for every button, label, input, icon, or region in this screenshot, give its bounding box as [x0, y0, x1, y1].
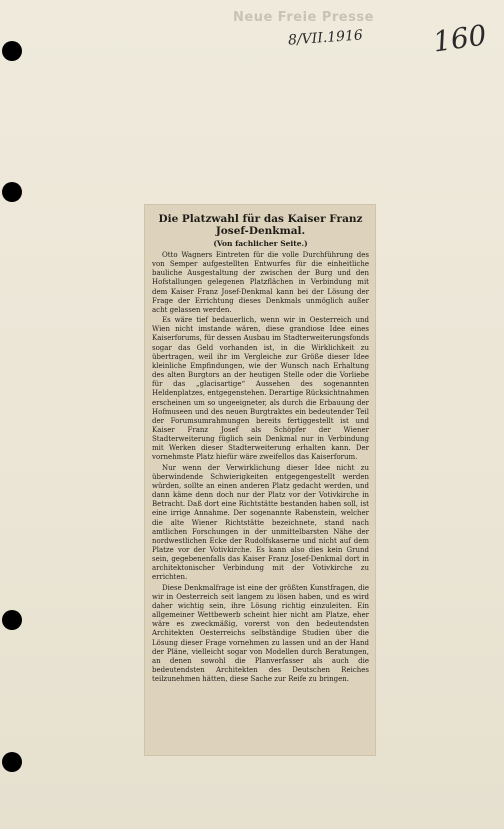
article-paragraph: Diese Denkmalfrage ist eine der größten Kunstfragen, die wir in Oesterreich seit langem zu lösen haben, und es wird daher wichtig sein, ihre Lösung richtig einzuleiten. Ein allgemeiner Wettbewerb scheint hier nicht am Platze, eher wäre es zweckmäßig, vorerst von den bedeutendsten Architekten Oesterreichs selbständige Studien über die Lösung dieser Frage vornehmen zu lassen und an der Hand der Pläne, vielleicht sogar von Modellen durch Beratungen, an denen sowohl die Planverfasser als auch die bedeutendsten Architekten des Deutschen Reiches teilzunehmen hätten, diese Sache zur Reife zu bringen.	[152, 583, 369, 684]
punch-hole	[2, 752, 22, 772]
punch-hole	[2, 182, 22, 202]
newspaper-clipping	[145, 205, 375, 755]
handwritten-number: 160	[430, 18, 489, 59]
handwritten-date: 8/VII.1916	[287, 27, 364, 49]
punch-hole	[2, 610, 22, 630]
newspaper-stamp: Neue Freie Presse	[233, 10, 374, 25]
article-paragraph: Es wäre tief bedauerlich, wenn wir in Oesterreich und Wien nicht imstande wären, diese grandiose Idee eines Kaiserforums, für dessen Ausbau im Stadterweiterungsfonds sogar das Geld vorhanden ist, in die Wirklichkeit zu übertragen, weil ihr im Vergleiche zur Größe dieser Idee kleinliche Empfindungen, wie der Wunsch nach Erhaltung des alten Burgtors an der heutigen Stelle oder die Vorliebe für das „glacisartige“ Aussehen des sogenannten Heldenplatzes, entgegenstehen. Derartige Rücksichtnahmen erscheinen um so ungeeigneter, als durch die Erbauung der Hofmuseen und des neuen Burgtraktes ein bedeutender Teil der Forumsumrahmungen bereits fertiggestellt ist und Kaiser Franz Josef als Schöpfer der Wiener Stadterweiterung füglich sein Denkmal nur in Verbindung mit Werken dieser Stadterweiterung erhalten kann. Der vornehmste Platz hiefür wäre zweifellos das Kaiserforum.	[152, 316, 369, 462]
punch-hole	[2, 41, 22, 61]
article-paragraph: Otto Wagners Eintreten für die volle Durchführung des von Semper aufgestellten Entwurfes für die einheitliche bauliche Ausgestaltung der zwischen der Burg und den Hofstallungen gelegenen Platzflächen in Verbindung mit dem Kaiser Franz Josef-Denkmal kann bei der Lösung der Frage der Errichtung dieses Denkmals unmöglich außer acht gelassen werden.	[152, 251, 369, 314]
article-title: Die Platzwahl für das Kaiser Franz Josef-Denkmal.	[158, 213, 363, 237]
article-subtitle: (Von fachlicher Seite.)	[213, 239, 308, 248]
article-paragraph: Nur wenn der Verwirklichung dieser Idee nicht zu überwindende Schwierigkeiten entgegengestellt werden würden, sollte an einen anderen Platz gedacht werden, und dann käme denn doch nur der Platz vor der Votivkirche in Betracht. Daß dort eine Richtstätte bestanden haben soll, ist eine irrige Annahme. Der sogenannte Rabenstein, welcher die alte Wiener Richtstätte bezeichnete, stand nach amtlichen Forschungen in der unmittelbarsten Nähe der nordwestlichen Ecke der Rudolfskaserne und nicht auf dem Platze vor der Votivkirche. Es kann also dies kein Grund sein, gegebenenfalls das Kaiser Franz Josef-Denkmal dort in architektonischer Verbindung mit der Votivkirche zu errichten.	[152, 463, 369, 582]
